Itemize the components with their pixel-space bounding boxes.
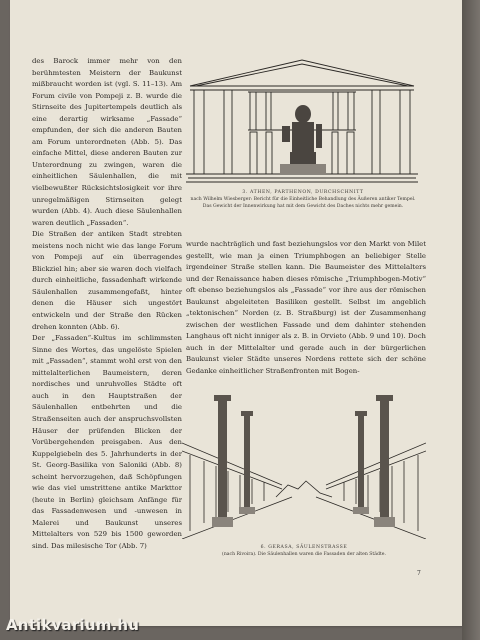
parthenon-drawing <box>186 56 418 184</box>
page-number: 7 <box>417 570 421 577</box>
page-edge-shadow <box>462 0 480 640</box>
left-text-column <box>32 56 182 553</box>
parthenon-cross-section-figure <box>186 56 418 184</box>
right-paragraph-1: wurde nachträglich und fast beziehungslos vor den Markt von Milet gestellt, wie man ja einen Triumphbogen an beliebiger Stelle irgendeiner Straße stellen kann. Die Baumeister des Mittelalters und der Renaissance haben dieses römische „Triumphbogen-Motiv“ oft ebenso beziehungslos als „Fassade“ vor ihre aus der römischen Baukunst abgeleiteten Basiliken gestellt. Selbst im angeblich „tektonischen“ Norden (z. B. Straßburg) ist der Zusammenhang zwischen der westlichen Fassade und dem dahinter stehenden Langhaus oft nicht inniger als z. B. in Orvieto (Abb. 9 und 10). Doch auch in der Mittelalter und gerade auch in der bürgerlichen Baukunst vieler Städte unseres Nordens rettete sich der schöne Gedanke einheitlicher Straßenfronten mit Bogen- <box>186 240 426 376</box>
gerasa-drawing <box>182 393 426 539</box>
figure2-caption <box>180 544 428 558</box>
figure1-caption-text: nach Wilhelm Wiesberger: Bericht für die Einheitliche Behandlung des Äußeren antiker Tempel. Das Gewicht der Innenwirkung hat mit dem Gewicht des Daches nichts mehr gemein. <box>190 197 416 209</box>
figure2-caption-title: 6. GERASA, SÄULENSTRASSE <box>260 545 348 550</box>
figure1-caption <box>186 189 420 210</box>
book-page <box>10 0 462 626</box>
watermark: Antikvarium.hu <box>6 616 140 634</box>
figure2-caption-text: (nach Rivoira). Die Säulenhallen waren die Fassaden der alten Städte. <box>222 552 386 557</box>
gerasa-colonnade-figure <box>182 393 426 539</box>
left-paragraph-3: Der „Fassaden“-Kultus im schlimmsten Sinne des Wortes, das ungelöste Spielen mit „Fassaden“, stammt wohl erst von den mittelalterlichen Baumeistern, deren nordisches und unruhvolles Städte oft auch in den Hauptstraßen der Säulenhallen entbehrten und die Straßenseiten auch der anspruchsvollsten Häuser der prüfenden Blicken der Vorübergehenden preisgaben. Aus den Kuppelgiebeln des 5. Jahrhunderts in der St. Georg-Basilika von Saloniki (Abb. 8) scheint hervorzugehen, daß Schöpfungen wie das viel umstrittene antike Markttor (heute in Berlin) gleichsam Anfänge für das Fassadenwesen und -unwesen in Malerei und Baukunst unseres Mittelalters von 529 bis 1500 geworden sind. Das milesische Tor (Abb. 7) <box>32 334 182 550</box>
right-text-column <box>186 239 426 378</box>
left-paragraph-1: des Barock immer mehr von den berühmtesten Meistern der Baukunst mißbraucht worden ist (vgl. S. 11–13). Am Forum civile von Pompeji z. B. wurde die Stirnseite des Jupitertempels deutlich als eine derartig wirksame „Fassade“ empfunden, der sich die anderen Bauten am Forum unterordneten (Abb. 5). Das einfache Mittel, diese anderen Bauten zur Unterordnung zu zwingen, waren die einheitlichen Säulenhallen, die mit vielbewußter Rücksichtslosigkeit vor ihre unregelmäßigen Stirnseiten gelegt wurden (Abb. 4). Auch diese Säulenhallen waren deutlich „Fassaden“. <box>32 57 182 227</box>
left-paragraph-2: Die Straßen der antiken Stadt strebten meistens noch nicht wie das lange Forum von Pompeji auf ein überragendes Blickziel hin; aber sie waren doch vielfach durch einheitliche, fassadenhaft wirkende Säulenhallen zusammengefaßt, hinter denen die Häuser sich ungestört entwickeln und der Straße den Rücken drehen konnten (Abb. 6). <box>32 230 182 331</box>
figure1-caption-title: 3. ATHEN, PARTHENON, DURCHSCHNITT <box>242 190 364 195</box>
